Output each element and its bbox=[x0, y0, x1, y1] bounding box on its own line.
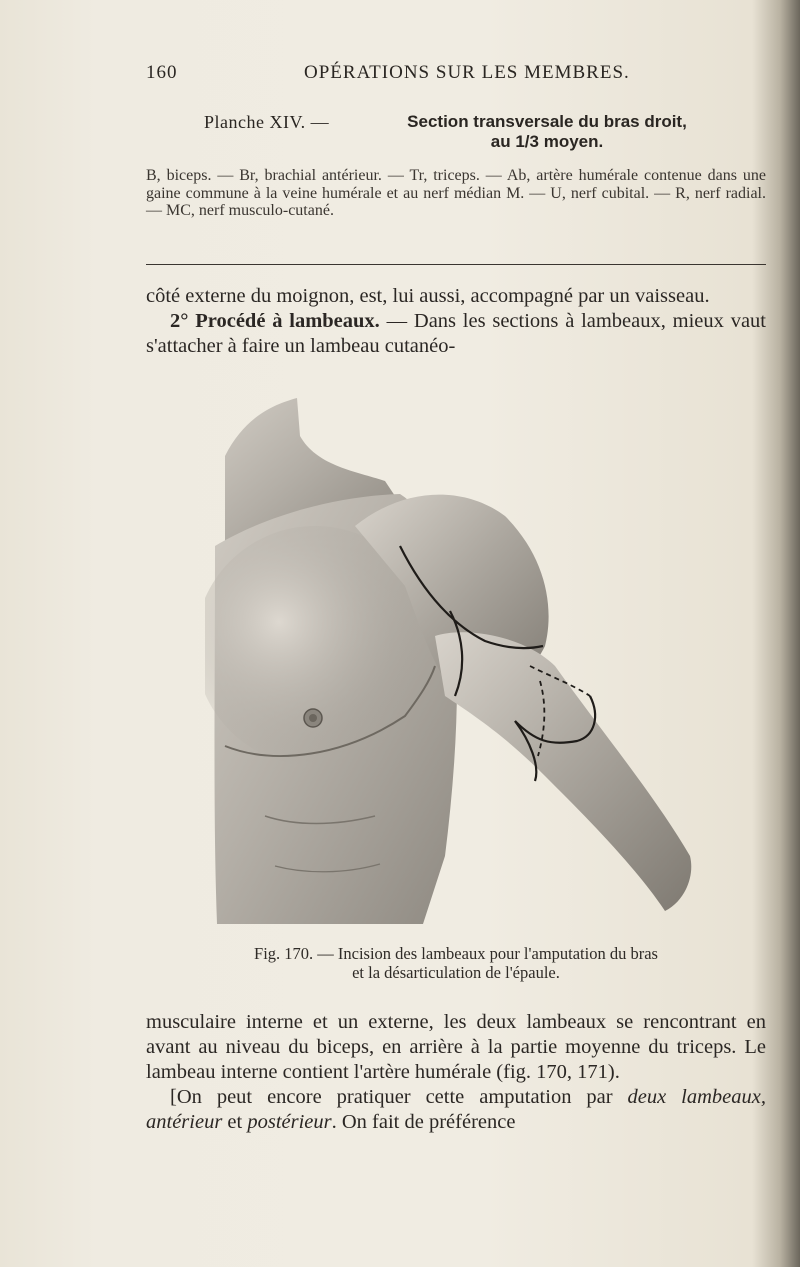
emphasis-text: postérieur bbox=[247, 1111, 332, 1133]
paragraph-text: [On peut encore pratiquer cette amputation par bbox=[170, 1086, 628, 1108]
paragraph-text: — Dans les sections à lambeaux, mieux vaut s'attacher à faire un lambeau cutanéo- bbox=[146, 310, 766, 357]
paragraph-text: et bbox=[222, 1111, 248, 1133]
caption-line2: et la désarticulation de l'épaule. bbox=[352, 963, 560, 982]
page-header bbox=[146, 62, 766, 88]
figure-caption bbox=[146, 944, 766, 982]
paragraph-procedure bbox=[146, 309, 766, 359]
page-number: 160 bbox=[146, 62, 178, 83]
plate-label: Planche XIV. — bbox=[204, 112, 330, 132]
anatomical-illustration bbox=[205, 396, 710, 926]
torso-arm-drawing bbox=[205, 396, 710, 926]
section-heading: 2° Procédé à lambeaux. bbox=[170, 310, 380, 332]
plate-title-line1: Section transversale du bras droit, bbox=[407, 112, 687, 131]
body-text-top bbox=[146, 284, 766, 359]
caption-line1: Fig. 170. — Incision des lambeaux pour l'amputation du bras bbox=[254, 944, 658, 963]
nipple-center bbox=[309, 714, 317, 722]
body-text-bottom bbox=[146, 1010, 766, 1135]
emphasis-text: deux lambeaux, antérieur bbox=[146, 1086, 766, 1133]
arm-shape bbox=[435, 632, 691, 911]
divider-rule bbox=[146, 264, 766, 265]
plate-title bbox=[367, 112, 727, 152]
plate-title-line2: au 1/3 moyen. bbox=[490, 132, 604, 151]
plate-legend: B, biceps. — Br, brachial antérieur. — Tr, triceps. — Ab, artère humérale contenue dans une gaine commune à la veine humérale et au nerf médian M. — U, nerf cubital. — R, nerf radial. — MC, nerf musculo-cutané. bbox=[146, 167, 766, 219]
paragraph-text: . On fait de préférence bbox=[331, 1111, 516, 1133]
paragraph: musculaire interne et un externe, les deux lambeaux se rencontrant en avant au niveau du biceps, en arrière à la partie moyenne du triceps. Le lambeau interne contient l'artère humérale (fig. 170, 171). bbox=[146, 1011, 766, 1083]
running-head: OPÉRATIONS SUR LES MEMBRES. bbox=[304, 62, 630, 83]
paragraph: côté externe du moignon, est, lui aussi, accompagné par un vaisseau. bbox=[146, 285, 710, 307]
paragraph-alternative bbox=[146, 1085, 766, 1135]
